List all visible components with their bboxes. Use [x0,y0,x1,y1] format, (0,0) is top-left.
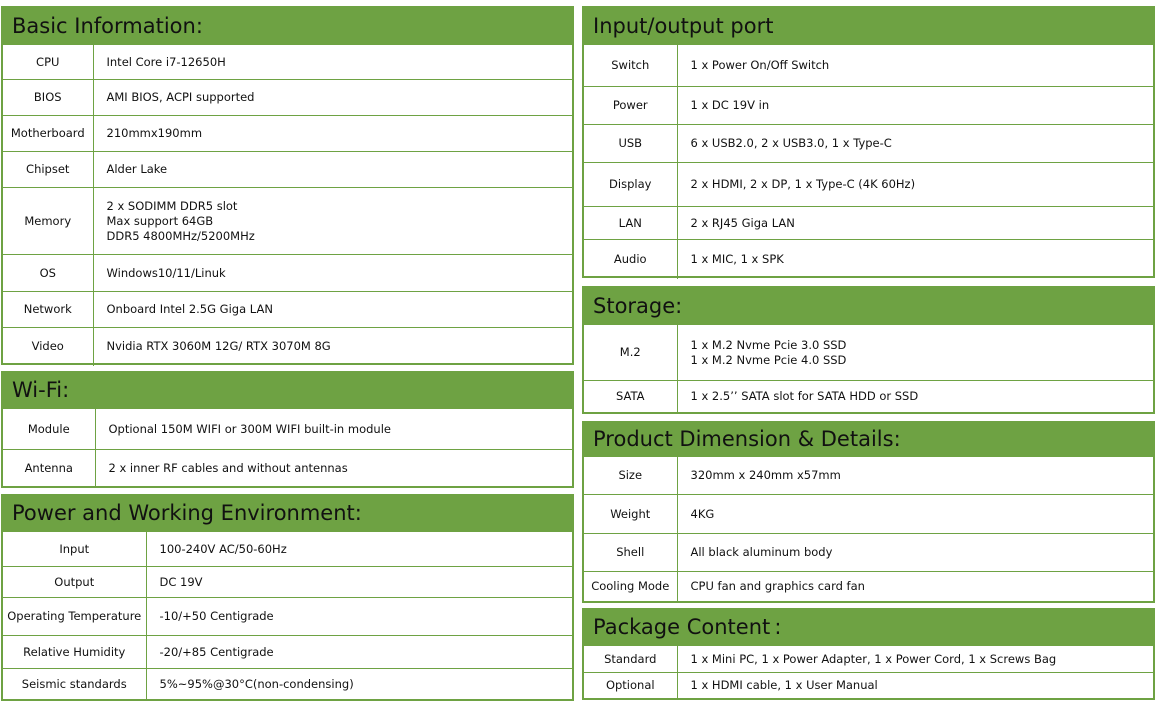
spec-value-line: 2 x SODIMM DDR5 slot [106,198,238,213]
spec-label: Video [3,328,93,366]
spec-value-line: 2 x HDMI, 2 x DP, 1 x Type-C (4K 60Hz) [690,177,916,191]
spec-label: BIOS [3,80,93,116]
spec-value-line: 100-240V AC/50-60Hz [159,541,287,556]
spec-value-line: Intel Core i7-12650H [106,54,226,69]
spec-table [584,645,1153,699]
spec-row [3,450,572,487]
spec-row [3,669,572,700]
spec-value-line: 1 x Power On/Off Switch [690,58,830,72]
spec-value-line: AMI BIOS, ACPI supported [106,90,255,104]
spec-table [584,456,1153,602]
spec-row [584,325,1153,381]
section-header [584,610,1153,645]
spec-value-line: Windows10/11/Linuk [106,265,226,280]
spec-label: SATA [584,381,677,413]
spec-label: Motherboard [3,116,93,152]
spec-value [93,80,572,116]
spec-value [93,188,572,255]
spec-label: Size [584,457,677,495]
spec-row [3,409,572,450]
spec-value-line: 1 x Mini PC, 1 x Power Adapter, 1 x Power Cord, 1 x Screws Bag [690,651,1057,666]
spec-value [677,45,1153,87]
spec-value [146,636,572,669]
spec-row [584,381,1153,413]
spec-table [3,408,572,487]
basic-information-panel [1,6,574,365]
spec-row [3,636,572,669]
spec-label: Cooling Mode [584,572,677,602]
spec-value [677,87,1153,125]
spec-value-line: 1 x M.2 Nvme Pcie 3.0 SSD [690,337,847,352]
spec-table [584,324,1153,413]
spec-row [584,673,1153,699]
product-dimension-panel [582,421,1155,603]
spec-value [146,567,572,598]
spec-value [146,598,572,636]
spec-value [677,495,1153,534]
spec-value-line: 2 x inner RF cables and without antennas [108,460,348,475]
spec-value-line: 1 x DC 19V in [690,98,770,112]
section-title: Input/output port [593,13,774,38]
spec-value [146,532,572,567]
storage-panel [582,286,1155,414]
spec-value-line: Max support 64GB [106,213,214,228]
section-title: Package Content : [593,615,782,639]
spec-label: Optional [584,673,677,699]
spec-value-line: 2 x RJ45 Giga LAN [690,215,795,230]
section-header [3,8,572,44]
spec-row [584,207,1153,240]
spec-value-line: DC 19V [159,574,203,589]
spec-row [3,45,572,80]
spec-value-line: -20/+85 Centigrade [159,644,274,659]
spec-value-line: CPU fan and graphics card fan [690,579,865,594]
spec-value [677,572,1153,602]
spec-table [3,531,572,700]
spec-label: Standard [584,646,677,673]
spec-row [3,328,572,366]
spec-value [677,163,1153,207]
spec-value [677,125,1153,163]
section-header [3,496,572,531]
spec-value-line: 6 x USB2.0, 2 x USB3.0, 1 x Type-C [690,136,892,150]
spec-value [677,457,1153,495]
spec-value-line: 320mm x 240mm x57mm [690,468,841,482]
spec-row [3,567,572,598]
spec-row [3,598,572,636]
spec-row [584,87,1153,125]
spec-value [93,45,572,80]
section-header [584,8,1153,44]
spec-value [146,669,572,700]
spec-label: M.2 [584,325,677,381]
spec-label: OS [3,255,93,292]
spec-label: USB [584,125,677,163]
power-environment-panel [1,494,574,701]
spec-value-line: All black aluminum body [690,545,833,559]
spec-label: Memory [3,188,93,255]
spec-value [93,328,572,366]
spec-row [3,152,572,188]
spec-label: Shell [584,534,677,572]
spec-value-line: Nvidia RTX 3060M 12G/ RTX 3070M 8G [106,339,331,354]
spec-value [93,116,572,152]
spec-value-line: 1 x MIC, 1 x SPK [690,251,784,266]
spec-row [584,125,1153,163]
spec-label: Network [3,292,93,328]
spec-value-line: 1 x HDMI cable, 1 x User Manual [690,678,878,693]
wifi-panel [1,371,574,488]
spec-row [584,45,1153,87]
spec-row [3,532,572,567]
spec-value [93,255,572,292]
section-title: Basic Information: [12,13,203,38]
spec-value [677,673,1153,699]
spec-label: Audio [584,240,677,279]
spec-value [677,534,1153,572]
spec-label: Input [3,532,146,567]
spec-label: Relative Humidity [3,636,146,669]
spec-label: Power [584,87,677,125]
spec-value-line: 5%~95%@30°C(non-condensing) [159,676,354,691]
spec-value [95,450,572,487]
spec-value-line: Optional 150M WIFI or 300M WIFI built-in module [108,421,391,436]
spec-table [584,44,1153,279]
section-header [3,373,572,408]
spec-value [93,292,572,328]
spec-label: Switch [584,45,677,87]
spec-label: Seismic standards [3,669,146,700]
package-content-panel [582,608,1155,700]
spec-value [95,409,572,450]
spec-value [93,152,572,188]
spec-value [677,207,1153,240]
spec-row [584,572,1153,602]
spec-row [3,255,572,292]
spec-label: CPU [3,45,93,80]
spec-label: Operating Temperature [3,598,146,636]
spec-row [3,292,572,328]
spec-row [584,240,1153,279]
spec-label: LAN [584,207,677,240]
spec-value [677,325,1153,381]
spec-label: Weight [584,495,677,534]
spec-value [677,646,1153,673]
spec-row [584,457,1153,495]
spec-label: Antenna [3,450,95,487]
spec-label: Output [3,567,146,598]
spec-row [584,534,1153,572]
io-port-panel [582,6,1155,278]
section-title: Power and Working Environment: [12,501,362,525]
spec-value [677,381,1153,413]
spec-value-line: Alder Lake [106,162,168,176]
spec-value-line: 1 x M.2 Nvme Pcie 4.0 SSD [690,352,847,367]
spec-label: Module [3,409,95,450]
spec-value-line: 210mmx190mm [106,126,203,140]
section-title: Product Dimension & Details: [593,427,901,451]
section-title: Wi-Fi: [12,378,70,402]
spec-label: Chipset [3,152,93,188]
spec-value-line: Onboard Intel 2.5G Giga LAN [106,302,273,316]
spec-table [3,44,572,366]
spec-row [3,116,572,152]
spec-label: Display [584,163,677,207]
spec-row [584,646,1153,673]
spec-row [584,163,1153,207]
section-title: Storage: [593,293,683,318]
section-header [584,423,1153,456]
spec-value-line: 4KG [690,506,715,521]
spec-row [3,188,572,255]
spec-row [3,80,572,116]
section-header [584,288,1153,324]
spec-value-line: -10/+50 Centigrade [159,609,274,623]
spec-value-line: 1 x 2.5’’ SATA slot for SATA HDD or SSD [690,389,919,404]
spec-value [677,240,1153,279]
spec-row [584,495,1153,534]
spec-value-line: DDR5 4800MHz/5200MHz [106,228,255,243]
